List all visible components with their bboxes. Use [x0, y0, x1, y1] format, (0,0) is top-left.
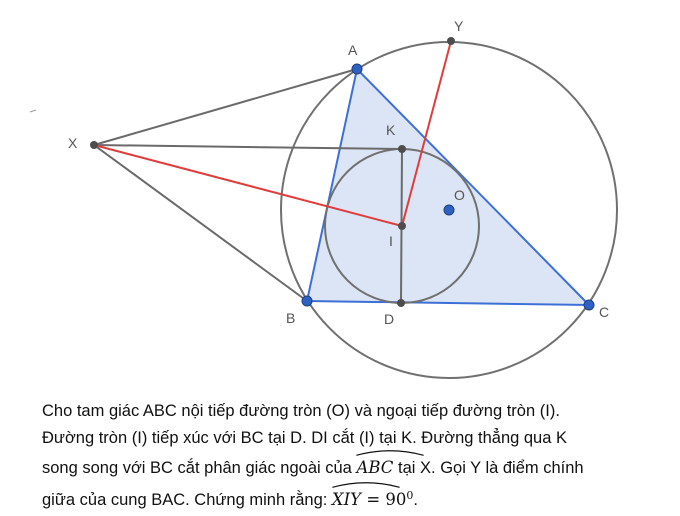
angle-abc: [356, 452, 393, 481]
problem-line-3-end: tại X. Gọi Y là điểm chính: [393, 459, 584, 477]
point-b: [302, 296, 312, 306]
point-d: [397, 299, 405, 307]
label-x: X: [68, 135, 78, 151]
segment-xb: [94, 145, 307, 301]
angle-hat-icon: [331, 481, 401, 488]
problem-line-3-start: song song với BC cắt phân giác ngoài của: [42, 459, 357, 477]
point-a: [352, 64, 362, 74]
angle-hat-icon: [355, 449, 425, 456]
angle-abc-text: ABC: [356, 458, 394, 477]
point-c: [584, 300, 594, 310]
problem-line-2: Đường tròn (I) tiếp xúc với BC tại D. DI cắt (I) tại K. Đường thẳng qua K: [42, 429, 567, 447]
segment-xa: [94, 69, 357, 145]
degree-mark: 0: [406, 489, 414, 502]
label-b: B: [286, 310, 296, 326]
label-c: C: [599, 304, 610, 320]
problem-line-1: Cho tam giác ABC nội tiếp đường tròn (O) và ngoại tiếp đường tròn (I).: [42, 402, 560, 420]
problem-statement: [42, 398, 672, 514]
label-d: D: [384, 311, 395, 327]
angle-xiy-text: XIY: [331, 490, 362, 509]
equation-value: [361, 490, 413, 509]
problem-line-4-start: giữa của cung BAC. Chứng minh rằng:: [42, 491, 332, 509]
point-y: [447, 37, 455, 45]
problem-line-3: [42, 452, 672, 482]
point-k: [398, 145, 406, 153]
triangle-abc: [307, 69, 589, 305]
period: .: [413, 491, 418, 509]
label-y: Y: [454, 18, 464, 34]
point-x: [90, 141, 98, 149]
equals-ninety: = 90: [361, 490, 407, 509]
label-k: K: [386, 122, 396, 138]
label-i: I: [389, 233, 393, 249]
problem-line-4: [42, 482, 672, 514]
label-o: O: [454, 187, 465, 203]
point-i: [398, 222, 406, 230]
point-o: [444, 205, 454, 215]
angle-xiy: [332, 484, 361, 513]
stray-mark: [30, 110, 36, 112]
label-a: A: [348, 42, 358, 58]
